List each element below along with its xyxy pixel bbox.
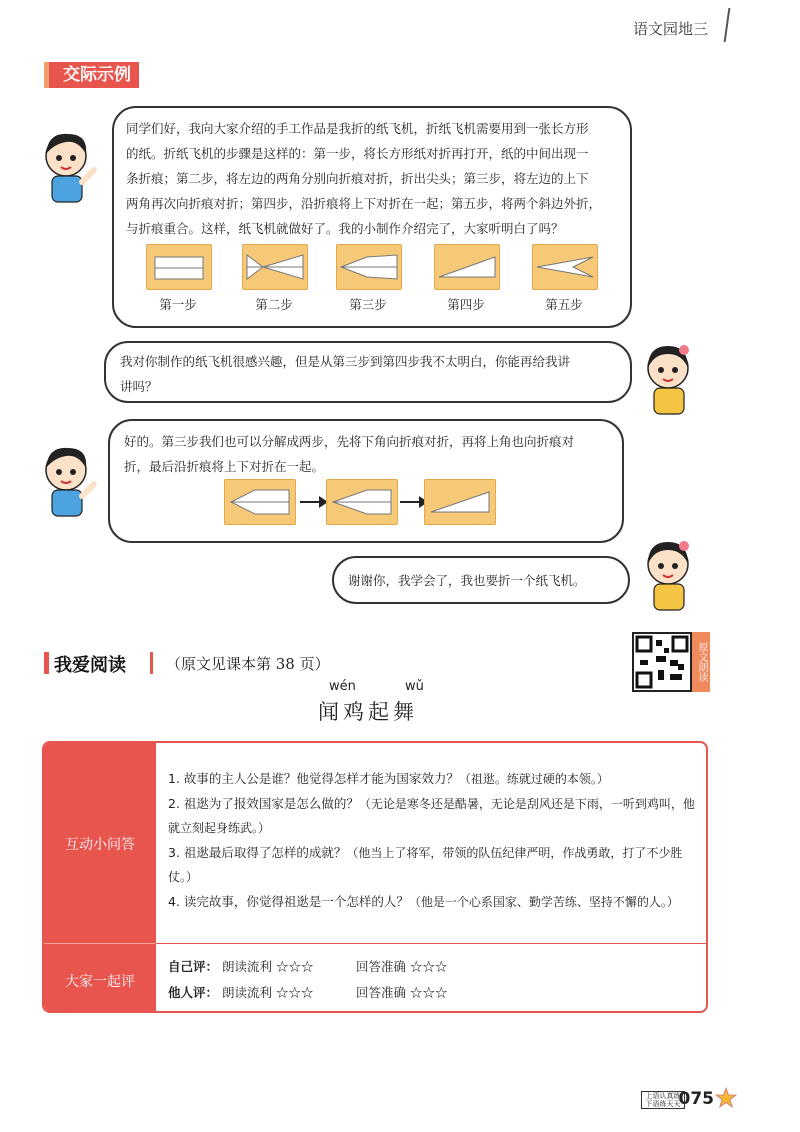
boy-avatar [38, 440, 100, 520]
speech-bubble-thanks [332, 556, 630, 604]
qa-row-label: 互动小问答 [65, 837, 135, 853]
step5-label: 第五步 [545, 297, 583, 312]
qr-code-icon[interactable] [632, 632, 692, 692]
self-eval-accuracy: 回答准确 ☆☆☆ [356, 959, 448, 974]
reading-label: 我爱阅读 [54, 655, 126, 676]
intro-line: 条折痕；第二步，将左边的两角分别向折痕对折，折出尖头；第三步，将左边的上下 [126, 171, 589, 186]
intro-line: 同学们好，我向大家介绍的手工作品是我折的纸飞机，折纸飞机需要用到一张长方形 [126, 121, 589, 136]
star-logo-icon [714, 1086, 738, 1110]
step1-image [146, 244, 212, 290]
step2-image [242, 244, 308, 290]
question-item: 4. 读完故事，你觉得祖逖是一个怎样的人？（他是一个心系国家、勤学苦练、坚持不懈的人。） [168, 893, 679, 909]
question-item: 2. 祖逖为了报效国家是怎么做的？（无论是寒冬还是酷暑，无论是刮风还是下雨，一听到鸡叫，他就立刻起身练武。） [168, 795, 695, 835]
arrow-icon [300, 501, 326, 503]
step3-image [336, 244, 402, 290]
question-item: 1. 故事的主人公是谁？他觉得怎样才能为国家效力？（祖逖。练就过硬的本领。） [168, 771, 609, 786]
step1-label: 第一步 [159, 297, 197, 312]
page-number: 075 [678, 1089, 714, 1109]
thanks-text: 谢谢你，我学会了，我也要折一个纸飞机。 [348, 573, 586, 588]
speech-bubble-question [104, 341, 632, 403]
question-item: 3. 祖逖最后取得了怎样的成就？（他当上了将军，带领的队伍纪律严明，作战勇敢，打了不少胜仗。） [168, 844, 683, 884]
story-title: 闻鸡起舞 [318, 700, 418, 724]
step4-label: 第四步 [447, 297, 485, 312]
answer-line: 好的。第三步我们也可以分解成两步，先将下角向折痕对折，再将上角也向折痕对 [124, 434, 575, 449]
answer-line: 折，最后沿折痕将上下对折在一起。 [124, 459, 325, 474]
eval-row-label: 大家一起评 [65, 974, 135, 990]
intro-line: 两角再次向折痕对折；第四步，沿折痕将上下对折在一起；第五步，将两个斜边外折， [126, 196, 602, 211]
step4-image [434, 244, 500, 290]
reading-table [42, 741, 708, 1013]
question-line: 讲吗？ [120, 379, 158, 394]
step2-label: 第二步 [255, 297, 293, 312]
title-bar [150, 652, 153, 674]
pinyin-wen: wén [329, 679, 356, 694]
pinyin-wu: wǔ [405, 679, 424, 694]
step3-label: 第三步 [349, 297, 387, 312]
brand-box: 上语认真练 下语练天天 [641, 1091, 685, 1109]
running-header: 语文园地三 [632, 20, 708, 38]
substep2-image [326, 479, 398, 525]
peer-eval-accuracy: 回答准确 ☆☆☆ [356, 985, 448, 1000]
intro-line: 的纸。折纸飞机的步骤是这样的：第一步，将长方形纸对折再打开，纸的中间出现一 [126, 146, 589, 161]
intro-line: 与折痕重合。这样，纸飞机就做好了。我的小制作介绍完了，大家听明白了吗？ [126, 221, 564, 236]
substep1-image [224, 479, 296, 525]
title-bar [44, 652, 49, 674]
header-divider [724, 8, 731, 42]
boy-avatar [38, 126, 100, 206]
section-label: 交际示例 [44, 62, 139, 88]
peer-eval-row: 他人评： 朗读流利 ☆☆☆ [168, 985, 314, 1000]
question-line: 我对你制作的纸飞机很感兴趣，但是从第三步到第四步我不太明白，你能再给我讲 [120, 354, 571, 369]
self-eval-row: 自己评： 朗读流利 ☆☆☆ [168, 959, 314, 974]
speech-bubble-answer [108, 419, 624, 543]
reading-reference: （原文见课本第 38 页） [166, 655, 330, 673]
substep3-image [424, 479, 496, 525]
qr-tag: 原文朗读 [692, 632, 710, 692]
step5-image [532, 244, 598, 290]
girl-avatar [636, 338, 698, 418]
girl-avatar [636, 534, 698, 614]
arrow-icon [400, 501, 426, 503]
speech-bubble-intro [112, 106, 632, 328]
